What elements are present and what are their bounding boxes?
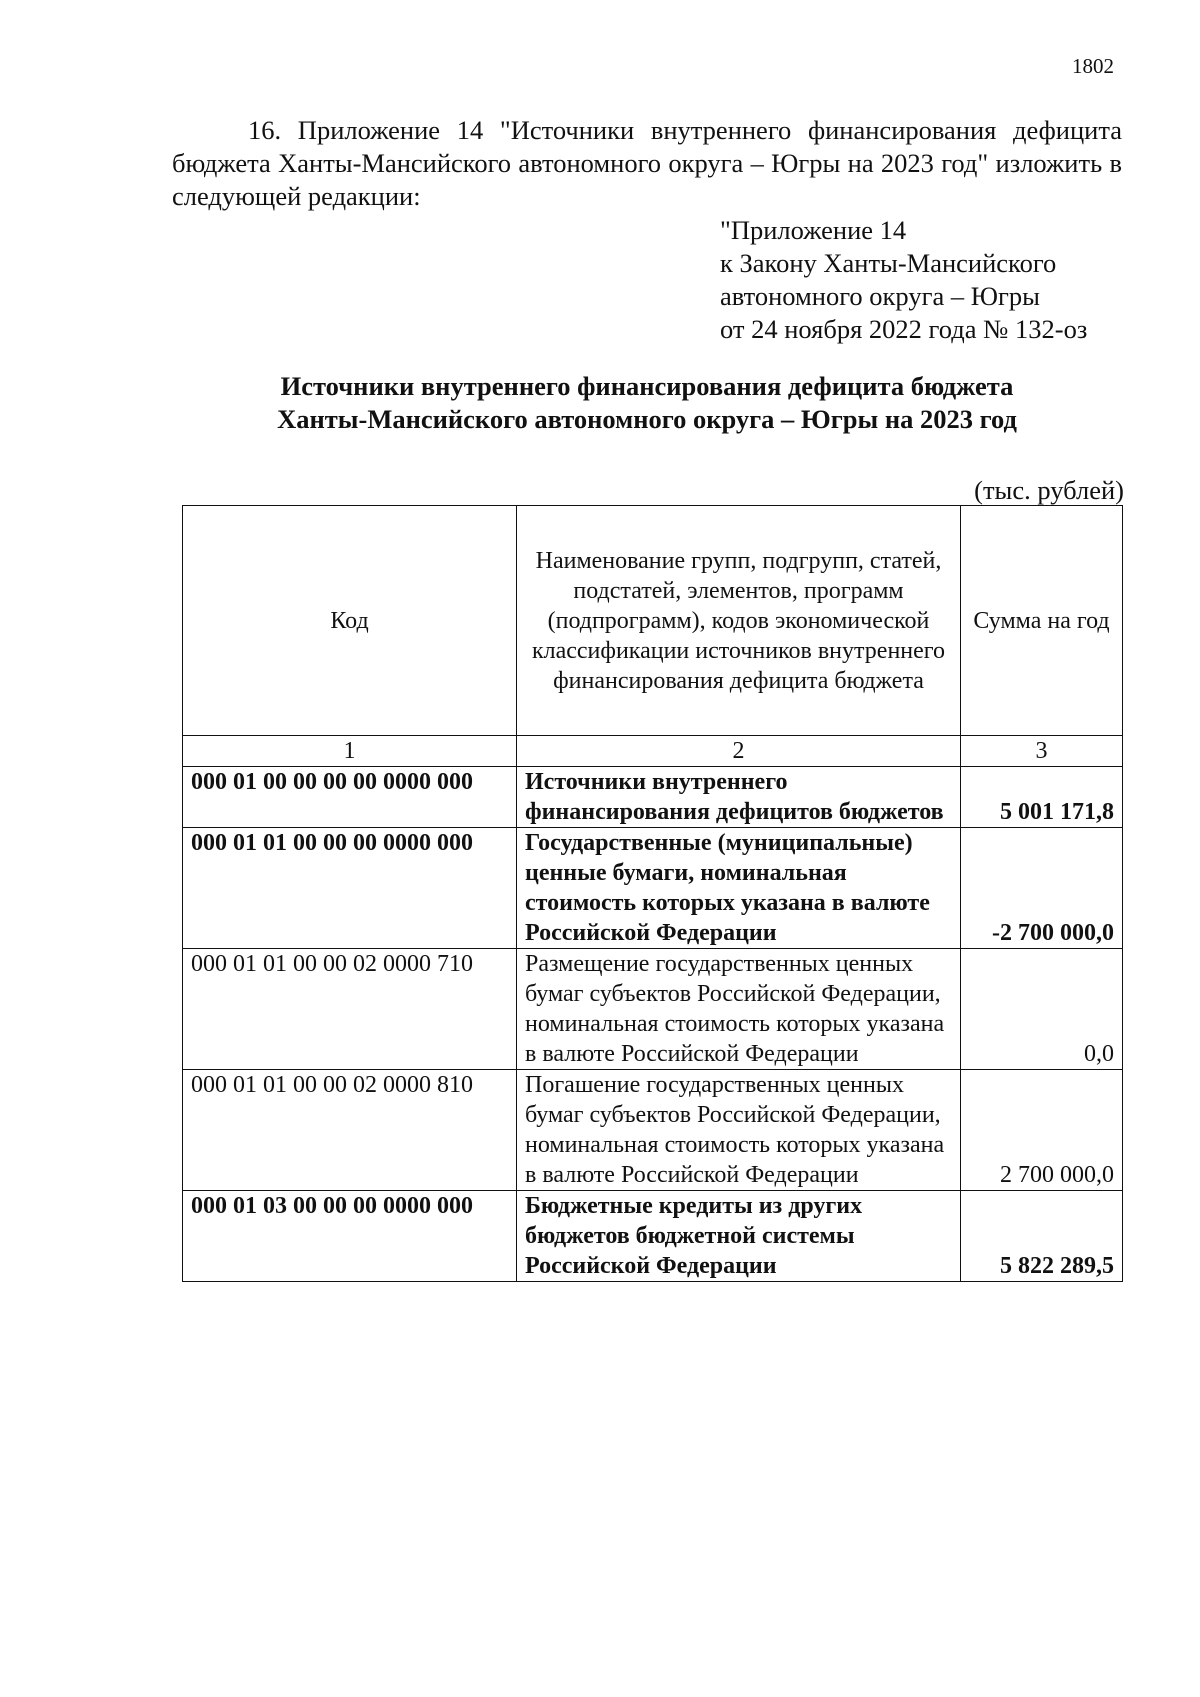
row-sum: 0,0 bbox=[961, 949, 1123, 1070]
row-name: Государственные (муниципальные) ценные бумаги, номинальная стоимость которых указана в валюте Российской Федерации bbox=[517, 828, 961, 949]
row-sum: 5 822 289,5 bbox=[961, 1191, 1123, 1282]
header-name: Наименование групп, подгрупп, статей, подстатей, элементов, программ (подпрограмм), кодов экономической классификации источников внутреннего финансирования дефицита бюджета bbox=[517, 506, 961, 736]
column-number-row bbox=[183, 736, 1123, 767]
row-code: 000 01 03 00 00 00 0000 000 bbox=[183, 1191, 517, 1282]
header-sum: Сумма на год bbox=[961, 506, 1123, 736]
table-row bbox=[183, 828, 1123, 949]
appendix-ref-line: к Закону Ханты-Мансийского bbox=[720, 248, 1057, 278]
table-row bbox=[183, 767, 1123, 828]
appendix-reference bbox=[720, 214, 1140, 346]
table-row bbox=[183, 1070, 1123, 1191]
appendix-ref-line: от 24 ноября 2022 года № 132-оз bbox=[720, 314, 1088, 344]
row-code: 000 01 01 00 00 00 0000 000 bbox=[183, 828, 517, 949]
column-number: 1 bbox=[183, 736, 517, 767]
intro-paragraph: 16. Приложение 14 "Источники внутреннего финансирования дефицита бюджета Ханты-Мансийского автономного округа – Югры на 2023 год" изложить в следующей редакции: bbox=[172, 115, 1122, 211]
units-label: (тыс. рублей) bbox=[974, 475, 1124, 505]
column-number: 3 bbox=[961, 736, 1123, 767]
header-code: Код bbox=[183, 506, 517, 736]
row-sum: 5 001 171,8 bbox=[961, 767, 1123, 828]
column-number: 2 bbox=[517, 736, 961, 767]
appendix-ref-line: автономного округа – Югры bbox=[720, 281, 1040, 311]
row-name: Источники внутреннего финансирования дефицитов бюджетов bbox=[517, 767, 961, 828]
row-name: Погашение государственных ценных бумаг субъектов Российской Федерации, номинальная стоимость которых указана в валюте Российской Федерации bbox=[517, 1070, 961, 1191]
title-line: Ханты-Мансийского автономного округа – Югры на 2023 год bbox=[277, 404, 1017, 434]
table-row bbox=[183, 1191, 1123, 1282]
row-sum: -2 700 000,0 bbox=[961, 828, 1123, 949]
document-title bbox=[172, 370, 1122, 436]
appendix-ref-line: "Приложение 14 bbox=[720, 215, 907, 245]
row-name: Бюджетные кредиты из других бюджетов бюджетной системы Российской Федерации bbox=[517, 1191, 961, 1282]
row-code: 000 01 01 00 00 02 0000 810 bbox=[183, 1070, 517, 1191]
table-row bbox=[183, 949, 1123, 1070]
title-line: Источники внутреннего финансирования дефицита бюджета bbox=[280, 371, 1014, 401]
row-sum: 2 700 000,0 bbox=[961, 1070, 1123, 1191]
row-name: Размещение государственных ценных бумаг субъектов Российской Федерации, номинальная стоимость которых указана в валюте Российской Федерации bbox=[517, 949, 961, 1070]
table-header-row bbox=[183, 506, 1123, 736]
financing-sources-table bbox=[182, 505, 1123, 1282]
row-code: 000 01 01 00 00 02 0000 710 bbox=[183, 949, 517, 1070]
page-number: 1802 bbox=[1072, 54, 1114, 78]
row-code: 000 01 00 00 00 00 0000 000 bbox=[183, 767, 517, 828]
